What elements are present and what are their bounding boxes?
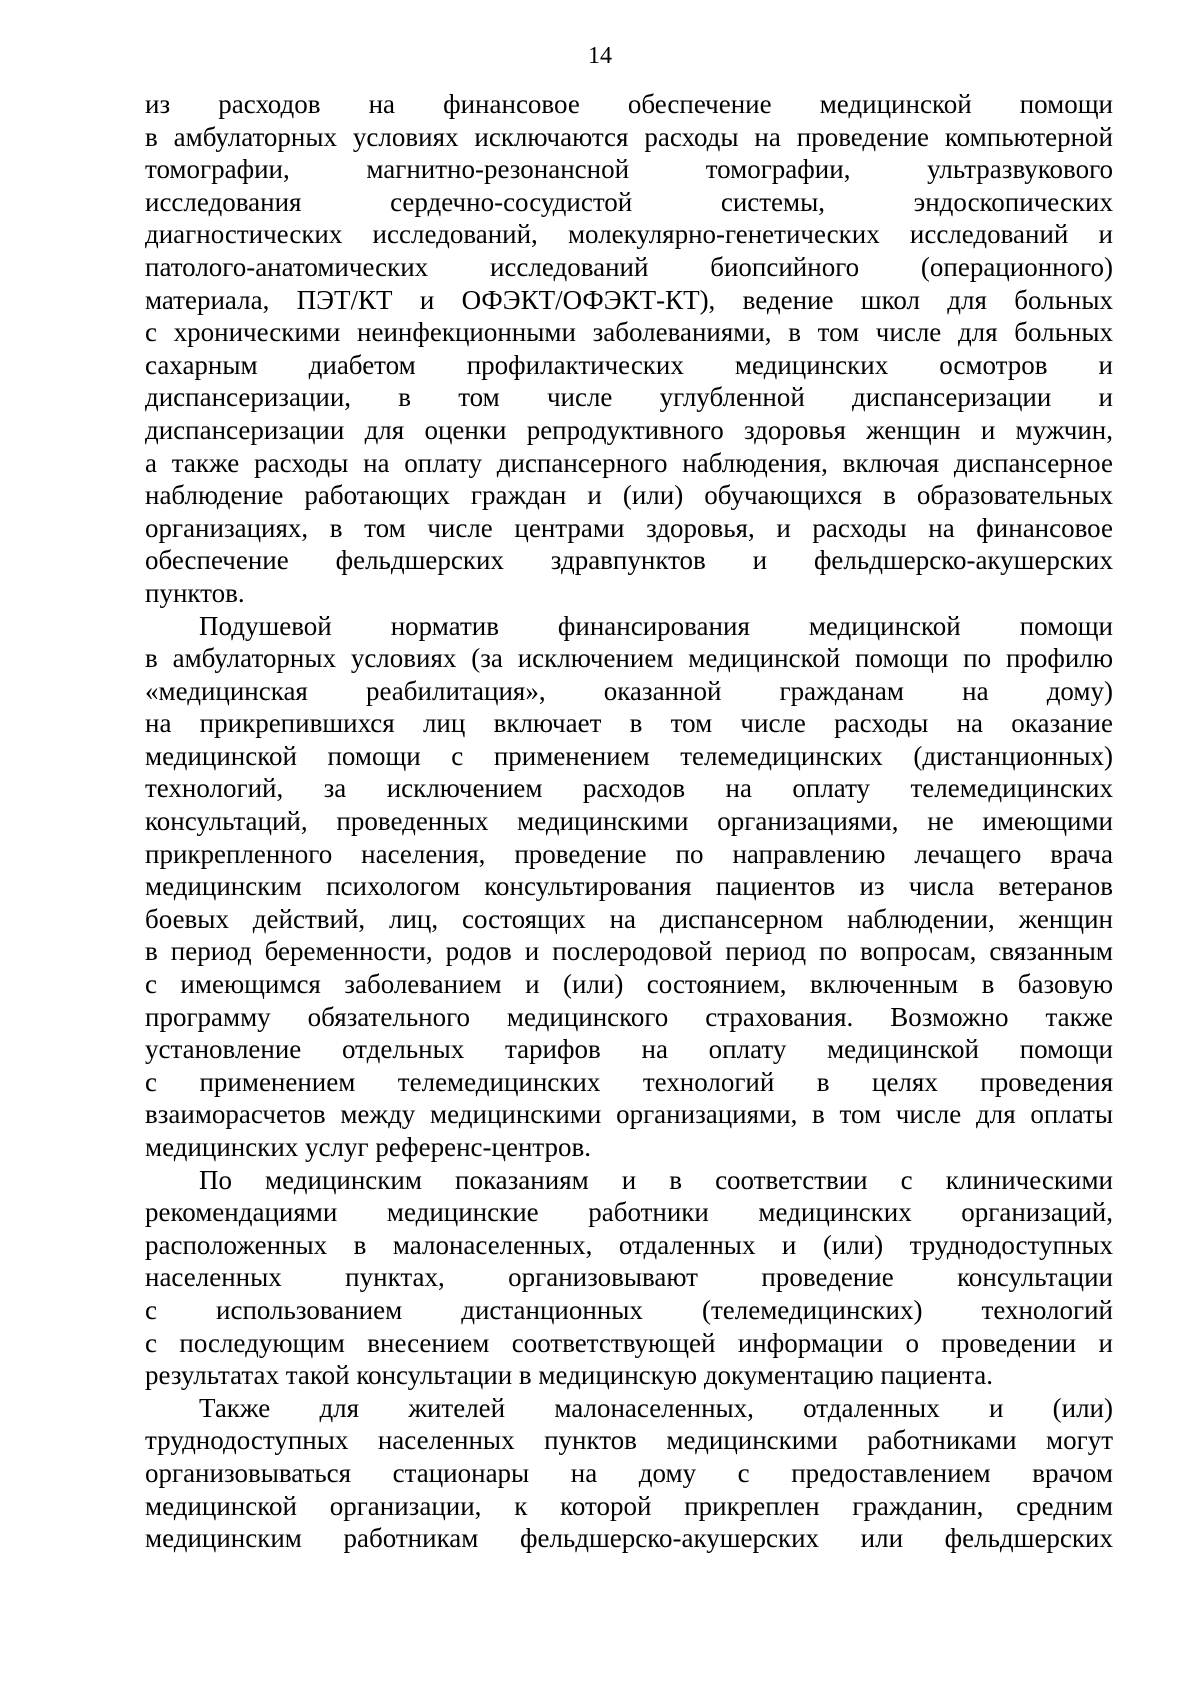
text-line: медицинской организации, к которой прикреплен гражданин, средним bbox=[145, 1490, 1113, 1521]
text-line: результатах такой консультации в медицинскую документацию пациента. bbox=[145, 1360, 994, 1391]
paragraph bbox=[145, 1164, 1113, 1392]
text-line: организациях, в том числе центрами здоровья, и расходы на финансовое bbox=[145, 512, 1113, 543]
text-line: расположенных в малонаселенных, отдаленных и (или) труднодоступных bbox=[145, 1229, 1113, 1260]
text-line: пунктов. bbox=[145, 577, 245, 608]
text-line: с последующим внесением соответствующей информации о проведении и bbox=[145, 1327, 1113, 1358]
text-line: исследования сердечно-сосудистой системы, эндоскопических bbox=[145, 186, 1113, 217]
text-line: материала, ПЭТ/КТ и ОФЭКТ/ОФЭКТ-КТ), ведение школ для больных bbox=[145, 284, 1113, 315]
text-line: технологий, за исключением расходов на оплату телемедицинских bbox=[145, 773, 1113, 804]
text-line: установление отдельных тарифов на оплату медицинской помощи bbox=[145, 1034, 1113, 1065]
text-line: с применением телемедицинских технологий в целях проведения bbox=[145, 1066, 1113, 1097]
text-line: наблюдение работающих граждан и (или) обучающихся в образовательных bbox=[145, 480, 1113, 511]
text-line: обеспечение фельдшерских здравпунктов и фельдшерско-акушерских bbox=[145, 545, 1113, 576]
paragraph bbox=[145, 610, 1113, 1164]
text-line: консультаций, проведенных медицинскими организациями, не имеющими bbox=[145, 806, 1113, 837]
text-line: рекомендациями медицинские работники медицинских организаций, bbox=[145, 1197, 1113, 1228]
text-line: По медицинским показаниям и в соответствии с клиническими bbox=[199, 1164, 1113, 1195]
paragraph bbox=[145, 1392, 1113, 1555]
text-line: а также расходы на оплату диспансерного наблюдения, включая диспансерное bbox=[145, 447, 1113, 478]
text-line: медицинской помощи с применением телемедицинских (дистанционных) bbox=[145, 740, 1113, 771]
text-line: организовываться стационары на дому с предоставлением врачом bbox=[145, 1457, 1113, 1488]
text-line: медицинским работникам фельдшерско-акушерских или фельдшерских bbox=[145, 1523, 1113, 1554]
text-line: диспансеризации, в том числе углубленной диспансеризации и bbox=[145, 382, 1113, 413]
text-line: в амбулаторных условиях исключаются расходы на проведение компьютерной bbox=[145, 121, 1113, 152]
text-line: прикрепленного населения, проведение по направлению лечащего врача bbox=[145, 838, 1113, 869]
text-line: с хроническими неинфекционными заболеваниями, в том числе для больных bbox=[145, 317, 1113, 348]
text-line: медицинским психологом консультирования пациентов из числа ветеранов bbox=[145, 871, 1113, 902]
text-line: «медицинская реабилитация», оказанной гражданам на дому) bbox=[145, 675, 1113, 706]
text-line: боевых действий, лиц, состоящих на диспансерном наблюдении, женщин bbox=[145, 903, 1113, 934]
text-line: из расходов на финансовое обеспечение медицинской помощи bbox=[145, 89, 1113, 119]
text-line: медицинских услуг референс-центров. bbox=[145, 1132, 592, 1162]
text-line: томографии, магнитно-резонансной томографии, ультразвукового bbox=[145, 154, 1113, 185]
document-body bbox=[145, 88, 1113, 1555]
text-line: программу обязательного медицинского страхования. Возможно также bbox=[145, 1001, 1113, 1032]
text-line: с имеющимся заболеванием и (или) состоянием, включенным в базовую bbox=[145, 969, 1113, 1000]
text-line: патолого-анатомических исследований биопсийного (операционного) bbox=[145, 251, 1113, 282]
page-number: 14 bbox=[588, 43, 612, 69]
text-line: в период беременности, родов и послеродовой период по вопросам, связанным bbox=[145, 936, 1113, 967]
paragraph bbox=[145, 88, 1113, 610]
text-line: диагностических исследований, молекулярно-генетических исследований и bbox=[145, 219, 1113, 250]
text-line: на прикрепившихся лиц включает в том числе расходы на оказание bbox=[145, 708, 1113, 739]
text-line: Подушевой норматив финансирования медицинской помощи bbox=[199, 610, 1113, 641]
text-line: труднодоступных населенных пунктов медицинскими работниками могут bbox=[145, 1425, 1113, 1456]
text-line: в амбулаторных условиях (за исключением медицинской помощи по профилю bbox=[145, 643, 1113, 674]
text-line: взаиморасчетов между медицинскими организациями, в том числе для оплаты bbox=[145, 1099, 1113, 1130]
text-line: с использованием дистанционных (телемедицинских) технологий bbox=[145, 1294, 1113, 1325]
text-line: диспансеризации для оценки репродуктивного здоровья женщин и мужчин, bbox=[145, 414, 1113, 445]
text-line: Также для жителей малонаселенных, отдаленных и (или) bbox=[199, 1392, 1113, 1423]
text-line: населенных пунктах, организовывают проведение консультации bbox=[145, 1262, 1113, 1293]
text-line: сахарным диабетом профилактических медицинских осмотров и bbox=[145, 349, 1113, 380]
